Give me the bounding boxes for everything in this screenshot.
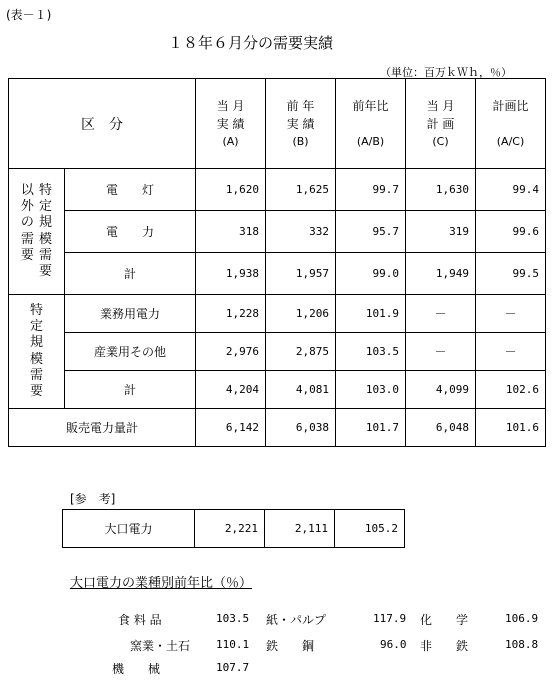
cell-c: － [406,295,476,333]
cell-b: 2,111 [265,510,335,548]
row-name: 電 灯 [65,169,196,211]
cell-c: 1,630 [406,169,476,211]
cell-c: 1,949 [406,253,476,295]
industry-value: 117.9 [373,612,407,625]
industry-name: 紙・パルプ [266,613,327,627]
cell-ab: 103.5 [336,333,406,371]
row-name: 計 [65,371,196,409]
reference-table [62,509,405,548]
cell-b: 2,875 [266,333,336,371]
row-name: 販売電力量計 [9,409,196,447]
cell-a: 1,938 [196,253,266,295]
col-header-ac: 計画比 (A/C) [476,79,546,169]
cell-ac: 99.4 [476,169,546,211]
cell-c: 319 [406,211,476,253]
industry-value: 108.8 [505,638,539,651]
table-row [9,371,546,409]
group1-label-col2: 特 定 規 模 需 要 [39,182,53,279]
page-title: １８年６月分の需要実績 [168,34,334,52]
col-header-a: 当 月 実 績 (A) [196,79,266,169]
col-header-b: 前 年 実 績 (B) [266,79,336,169]
row-name: 計 [65,253,196,295]
cell-b: 4,081 [266,371,336,409]
industry-title: 大口電力の業種別前年比（％） [70,576,253,591]
category-header: 区 分 [9,79,196,169]
row-name: 大口電力 [63,510,195,548]
table-row-total [9,409,546,447]
industry-name: 機 械 [112,662,161,676]
reference-label: [参 考] [70,492,116,506]
cell-a: 2,221 [195,510,265,548]
cell-ac: 101.6 [476,409,546,447]
demand-table [8,78,546,447]
table-row [9,169,546,211]
group2-label [9,295,65,409]
cell-a: 1,228 [196,295,266,333]
industry-name: 鉄 鋼 [266,639,315,653]
cell-ac: － [476,295,546,333]
industry-value: 110.1 [216,638,250,651]
cell-b: 1,206 [266,295,336,333]
cell-ab: 101.9 [336,295,406,333]
group1-label-col1: 以 外 の 需 要 [20,182,34,263]
unit-label: （単位：百万ｋＷｈ，％） [380,66,512,79]
cell-ab: 105.2 [335,510,405,548]
cell-b: 1,957 [266,253,336,295]
cell-c: － [406,333,476,371]
industry-value: 96.0 [380,638,407,651]
cell-b: 332 [266,211,336,253]
cell-ac: 99.6 [476,211,546,253]
industry-value: 107.7 [216,661,250,674]
cell-ac: 99.5 [476,253,546,295]
cell-ab: 103.0 [336,371,406,409]
group2-label-text: 特 定 規 模 需 要 [29,302,43,399]
cell-a: 318 [196,211,266,253]
industry-name: 窯業・土石 [130,639,191,653]
table-row [9,253,546,295]
table-id: (表－１) [6,8,52,22]
cell-ab: 99.7 [336,169,406,211]
industry-name: 食 料 品 [118,613,162,627]
col-header-ab: 前年比 (A/B) [336,79,406,169]
cell-a: 1,620 [196,169,266,211]
cell-c: 6,048 [406,409,476,447]
cell-b: 1,625 [266,169,336,211]
col-header-c: 当 月 計 画 (C) [406,79,476,169]
group1-label [9,169,65,295]
row-name: 産業用その他 [65,333,196,371]
cell-a: 2,976 [196,333,266,371]
industry-value: 103.5 [216,612,250,625]
row-name: 業務用電力 [65,295,196,333]
cell-a: 4,204 [196,371,266,409]
table-row [63,510,405,548]
industry-name: 非 鉄 [420,639,469,653]
industry-name: 化 学 [420,613,469,627]
cell-ab: 99.0 [336,253,406,295]
cell-b: 6,038 [266,409,336,447]
cell-ab: 95.7 [336,211,406,253]
cell-a: 6,142 [196,409,266,447]
row-name: 電 力 [65,211,196,253]
cell-c: 4,099 [406,371,476,409]
cell-ab: 101.7 [336,409,406,447]
cell-ac: 102.6 [476,371,546,409]
table-row [9,211,546,253]
cell-ac: － [476,333,546,371]
table-row [9,295,546,333]
industry-value: 106.9 [505,612,539,625]
table-row [9,333,546,371]
